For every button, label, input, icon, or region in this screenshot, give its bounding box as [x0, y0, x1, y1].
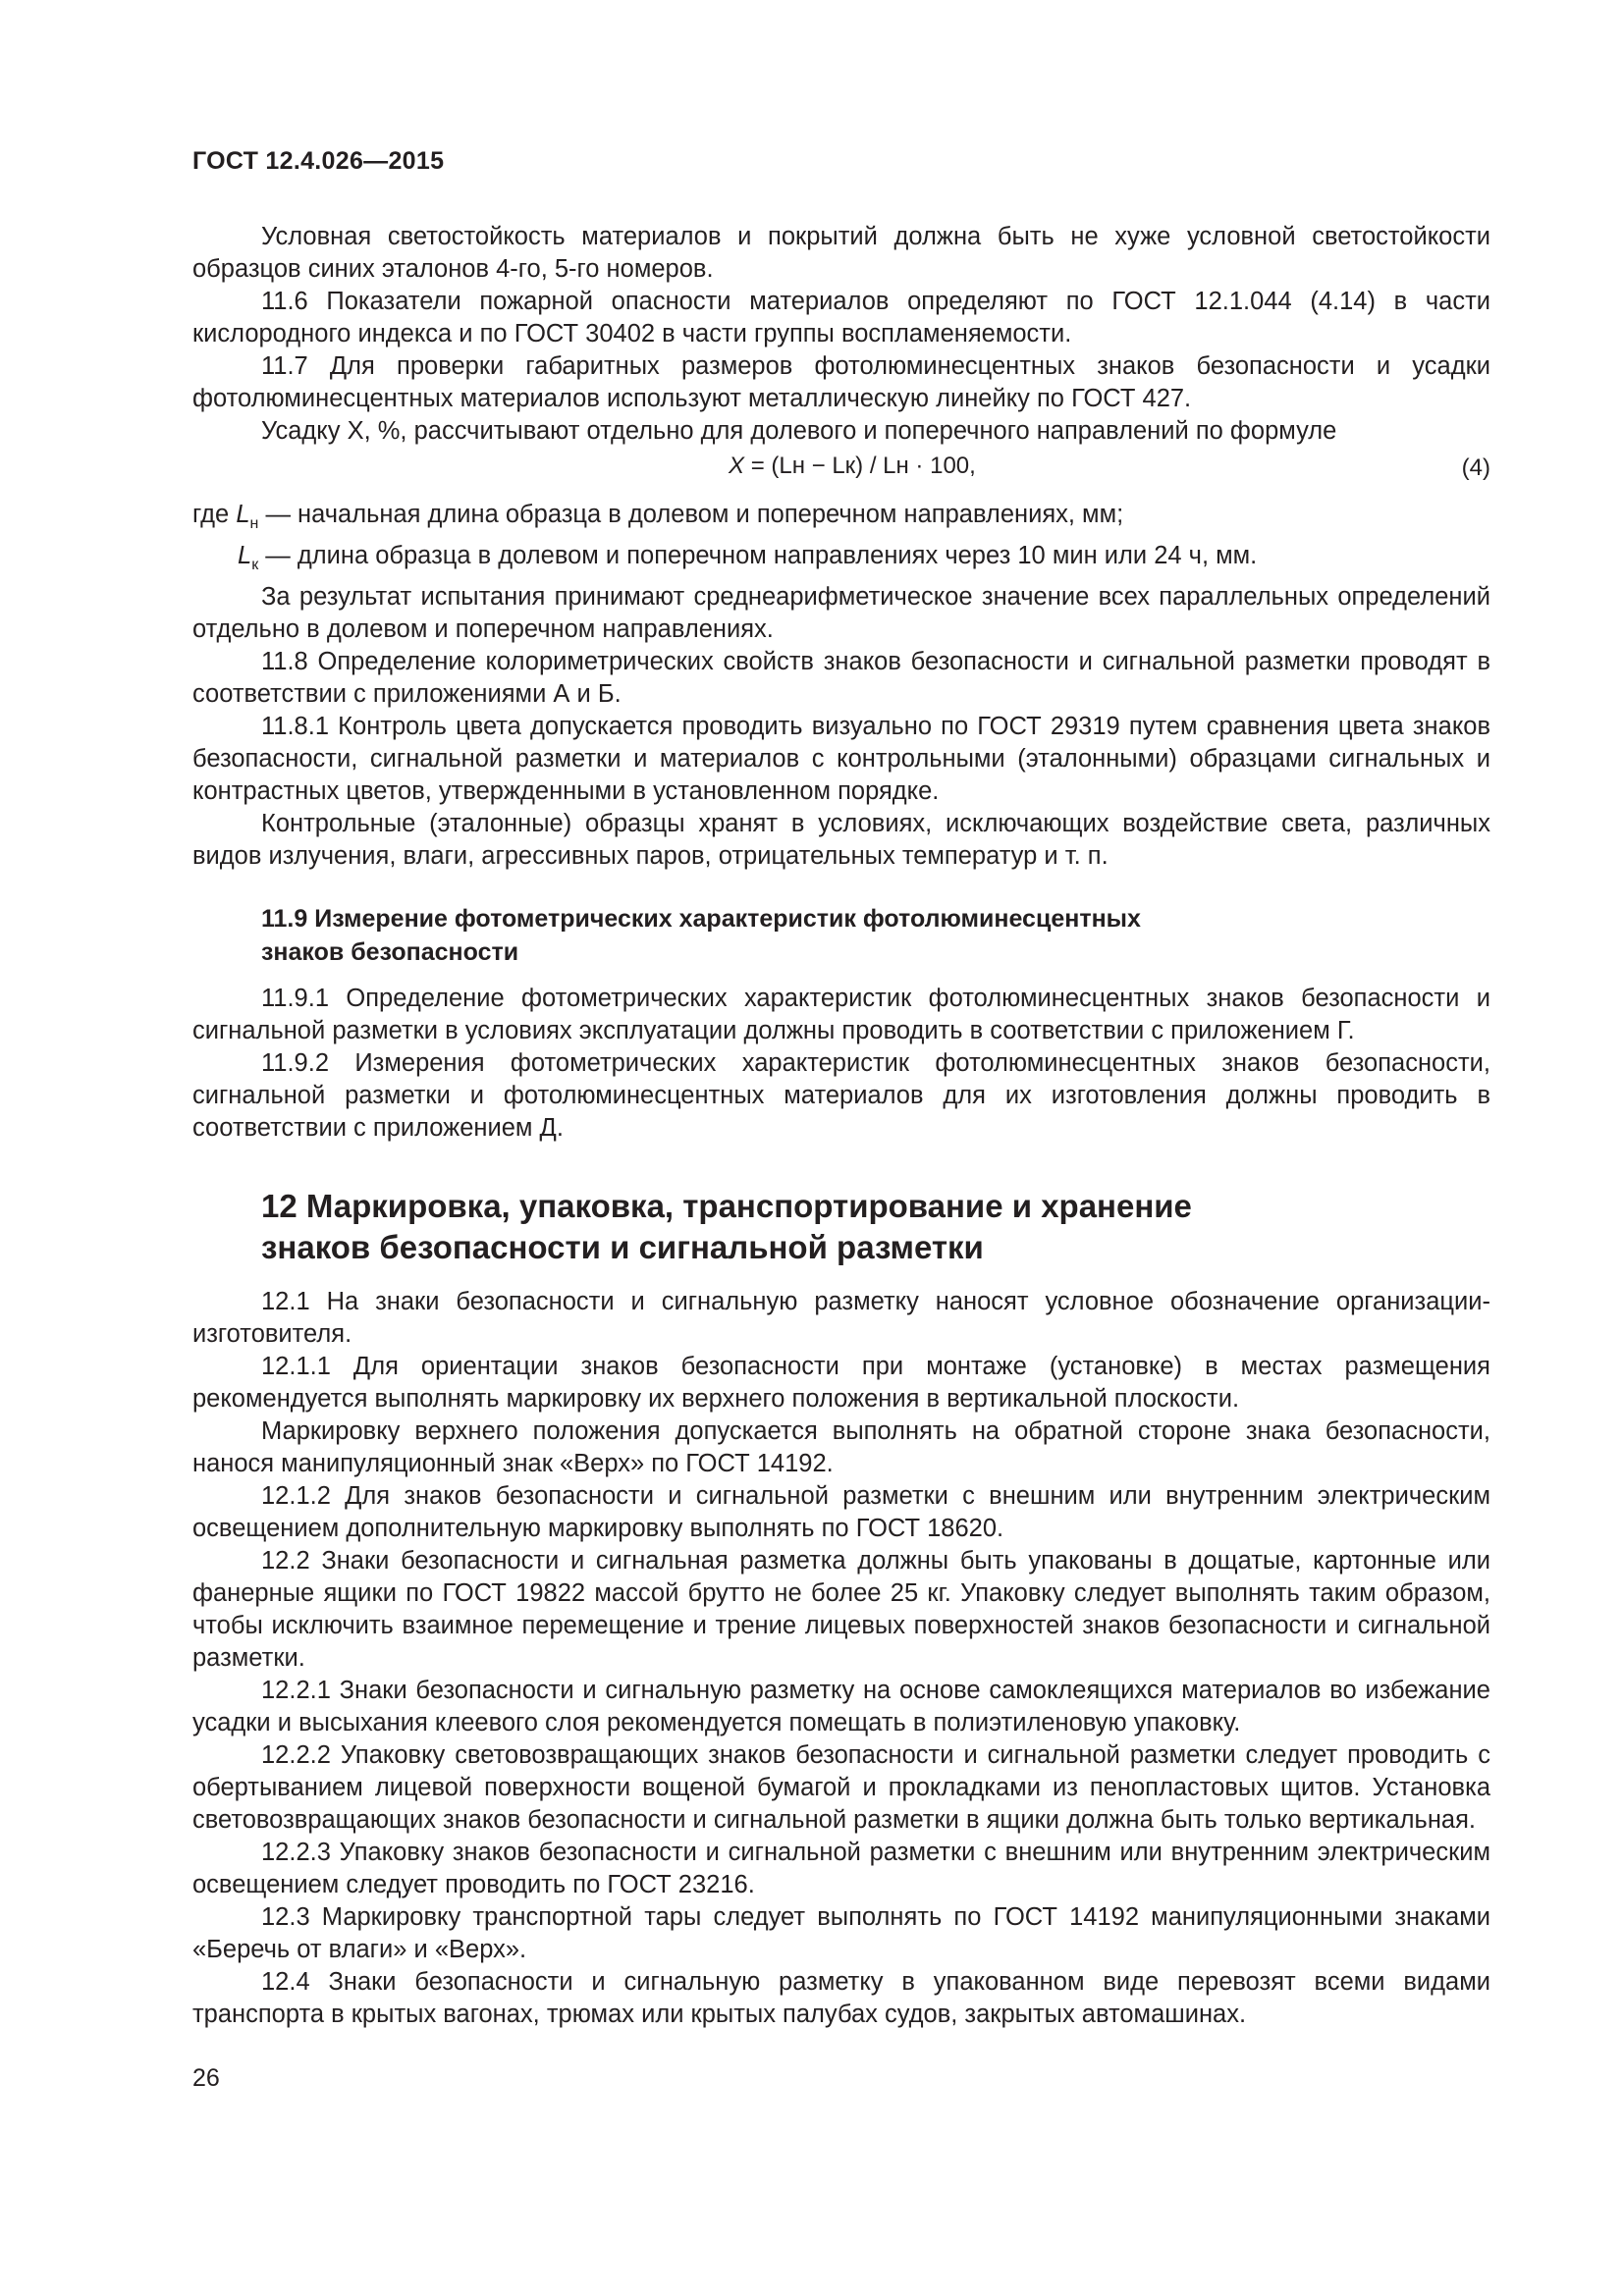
page-number: 26 — [192, 2064, 220, 2092]
paragraph-12-4: 12.4 Знаки безопасности и сигнальную разметку в упакованном виде перевозят всеми видами транспорта в крытых вагонах, трюмах или крытых палубах судов, закрытых автомашинах. — [192, 1968, 1490, 2029]
heading-line: знаков безопасности — [261, 938, 519, 967]
paragraph-12-2-2: 12.2.2 Упаковку световозвращающих знаков безопасности и сигнальной разметки следует проводить с обертыванием лицевой поверхности вощеной бумагой и прокладками из пенопластовых щитов. Установка световозвращающих знаков безопасности и сигнальной разметки в ящики должна быть только вертикальная. — [192, 1741, 1490, 1835]
paragraph-11-7: 11.7 Для проверки габаритных размеров фотолюминесцентных знаков безопасности и усадки фотолюминесцентных материалов используют металлическую линейку по ГОСТ 427. — [192, 352, 1490, 412]
heading-line: 11.9 Измерение фотометрических характеристик фотолюминесцентных — [261, 905, 1141, 934]
paragraph-12-2: 12.2 Знаки безопасности и сигнальная разметка должны быть упакованы в дощатые, картонные или фанерные ящики по ГОСТ 19822 массой брутто не более 25 кг. Упаковку следует выполнять таким образом, чтобы исключить взаимное перемещение и трение лицевых поверхностей знаков безопасности и сигнальной разметки. — [192, 1547, 1490, 1673]
definition-ln — [192, 499, 1490, 540]
definition-lk — [192, 540, 1490, 581]
paragraph-shrinkage: Усадку X, %, рассчитывают отдельно для долевого и поперечного направлений по формуле — [261, 417, 1337, 445]
paragraph: Условная светостойкость материалов и покрытий должна быть не хуже условной светостойкости образцов синих эталонов 4-го, 5-го номеров. — [192, 223, 1490, 283]
symbol-sub: н — [249, 515, 259, 533]
paragraph-12-1-1: 12.1.1 Для ориентации знаков безопасности при монтаже (установке) в местах размещения рекомендуется выполнять маркировку их верхнего положения в вертикальной плоскости. — [192, 1353, 1490, 1414]
paragraph: Контрольные (эталонные) образцы хранят в условиях, исключающих воздействие света, различных видов излучения, влаги, агрессивных паров, отрицательных температур и т. п. — [192, 810, 1490, 871]
definition-lead: где — [192, 501, 230, 528]
document-body — [192, 221, 1490, 2031]
paragraph-12-3: 12.3 Маркировку транспортной тары следует выполнять по ГОСТ 14192 манипуляционными знаками «Беречь от влаги» и «Верх». — [192, 1903, 1490, 1964]
formula-lhs: X — [729, 453, 745, 479]
symbol-sub: к — [251, 557, 259, 574]
paragraph-12-2-3: 12.2.3 Упаковку знаков безопасности и сигнальной разметки с внешним или внутренним электрическим освещением следует проводить по ГОСТ 23216. — [192, 1839, 1490, 1899]
symbol-l: L — [238, 542, 252, 570]
paragraph-11-9-2: 11.9.2 Измерения фотометрических характеристик фотолюминесцентных знаков безопасности, сигнальной разметки и фотолюминесцентных материалов для их изготовления должны проводить в соответствии с приложением Д. — [192, 1049, 1490, 1143]
heading-line: 12 Маркировка, упаковка, транспортирование и хранение — [261, 1188, 1192, 1225]
paragraph-11-8: 11.8 Определение колориметрических свойств знаков безопасности и сигнальной разметки проводят в соответствии с приложениями А и Б. — [192, 648, 1490, 709]
symbol-l: L — [236, 501, 250, 528]
heading-line: знаков безопасности и сигнальной разметки — [261, 1229, 984, 1266]
paragraph-12-1: 12.1 На знаки безопасности и сигнальную разметку наносят условное обозначение организации-изготовителя. — [192, 1288, 1490, 1349]
paragraph-11-8-1: 11.8.1 Контроль цвета допускается проводить визуально по ГОСТ 29319 путем сравнения цвета знаков безопасности, сигнальной разметки и материалов с контрольными (эталонными) образцами сигнальных и контрастных цветов, утвержденными в установленном порядке. — [192, 713, 1490, 806]
paragraph-12-1-2: 12.1.2 Для знаков безопасности и сигнальной разметки с внешним или внутренним электрическим освещением дополнительную маркировку выполнять по ГОСТ 18620. — [192, 1482, 1490, 1543]
formula-4 — [192, 450, 1490, 499]
paragraph-11-9-1: 11.9.1 Определение фотометрических характеристик фотолюминесцентных знаков безопасности и сигнальной разметки в условиях эксплуатации должны проводить в соответствии с приложением Г. — [192, 985, 1490, 1045]
paragraph-12-2-1: 12.2.1 Знаки безопасности и сигнальную разметку на основе самоклеящихся материалов во избежание усадки и высыхания клеевого слоя рекомендуется помещать в полиэтиленовую упаковку. — [192, 1677, 1490, 1737]
formula-definitions — [192, 499, 1490, 581]
formula-number: (4) — [1461, 454, 1490, 481]
definition-text: — длина образца в долевом и поперечном направлениях через 10 мин или 24 ч, мм. — [265, 542, 1258, 570]
paragraph: За результат испытания принимают среднеарифметическое значение всех параллельных определений отдельно в долевом и поперечном направлениях. — [192, 583, 1490, 644]
definition-text: — начальная длина образца в долевом и поперечном направлениях, мм; — [265, 501, 1124, 528]
paragraph-11-6: 11.6 Показатели пожарной опасности материалов определяют по ГОСТ 12.1.044 (4.14) в части кислородного индекса и по ГОСТ 30402 в части группы воспламеняемости. — [192, 288, 1490, 347]
section-heading-12 — [261, 1186, 1490, 1268]
subsection-heading-11-9 — [261, 902, 1490, 969]
document-header: ГОСТ 12.4.026—2015 — [192, 147, 445, 175]
formula-expression — [729, 450, 976, 482]
paragraph: Маркировку верхнего положения допускается выполнять на обратной стороне знака безопасности, нанося манипуляционный знак «Верх» по ГОСТ 14192. — [192, 1417, 1490, 1478]
formula-rhs: = (Lн − Lк) / Lн · 100, — [750, 453, 976, 479]
